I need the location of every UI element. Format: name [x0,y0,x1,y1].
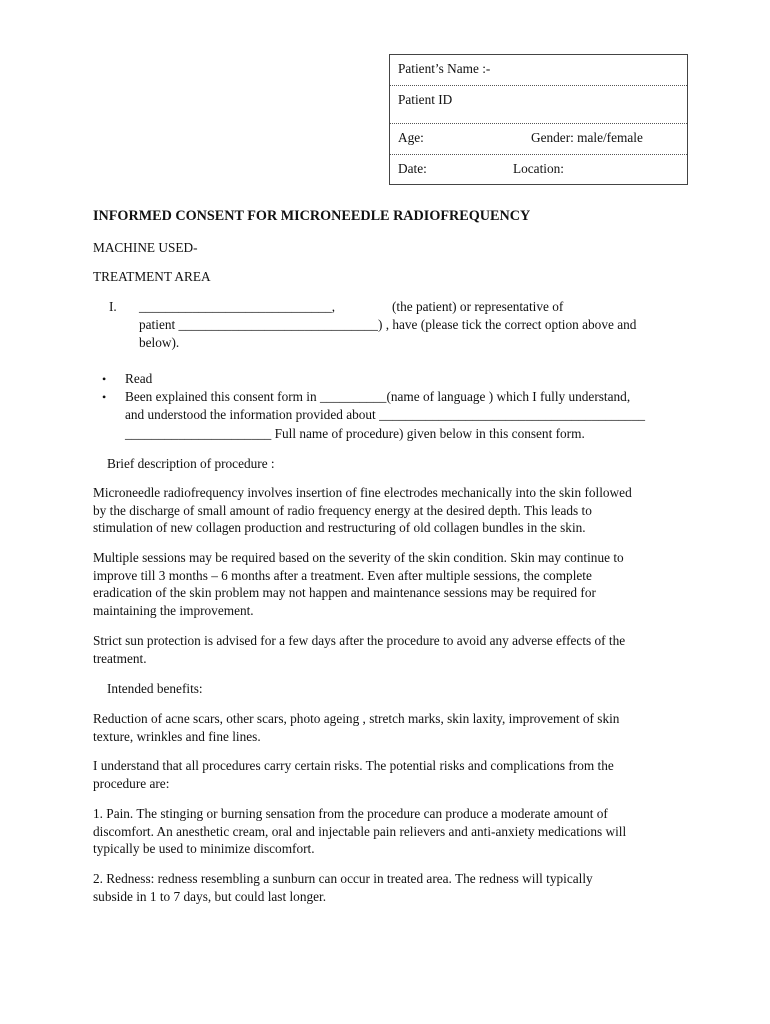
patient-info-box [389,54,688,185]
paragraph-line: improve till 3 months – 6 months after a treatment. Even after multiple sessions, the complete [93,567,592,583]
paragraph-line: subside in 1 to 7 days, but could last longer. [93,888,327,904]
patient-name-row [390,55,687,86]
patient-id-row [390,86,687,124]
paragraph-line: by the discharge of small amount of radio frequency energy at the desired depth. This leads to [93,502,592,518]
bullet-continuation: ______________________ Full name of procedure) given below in this consent form. [125,426,585,441]
declaration-numeral: I. [109,299,117,314]
document-title: INFORMED CONSENT FOR MICRONEEDLE RADIOFREQUENCY [93,208,531,224]
pain-risk-paragraph [93,805,683,858]
paragraph-line: Multiple sessions may be required based on the severity of the skin condition. Skin may continue to [93,550,624,565]
paragraph-line: stimulation of new collagen production and restructuring of old collagen bundles in the skin. [93,520,586,535]
brief-description-heading: Brief description of procedure : [107,456,275,471]
declaration-line2: patient ______________________________) , have (please tick the correct option above and [139,317,637,332]
bullet-continuation: and understood the information provided about ________________________________________ [125,407,646,422]
patient-name-blank: _____________________________, [139,299,336,314]
paragraph-line: Strict sun protection is advised for a few days after the procedure to avoid any adverse effects of the [93,633,626,648]
paragraph-line: typically be used to minimize discomfort. [93,841,315,856]
paragraph-line: Reduction of acne scars, other scars, photo ageing , stretch marks, skin laxity, improvement of skin [93,711,620,726]
bullet-icon: • [102,390,107,404]
paragraph-line: I understand that all procedures carry certain risks. The potential risks and complications from the [93,758,614,773]
age-gender-row [390,124,687,155]
gender-label: Gender: male/female [531,130,643,145]
risks-intro-paragraph [93,757,683,792]
treatment-area-label: TREATMENT AREA [93,269,211,284]
declaration-line3: below). [139,335,180,350]
paragraph-line: maintaining the improvement. [93,602,254,618]
paragraph-line: 1. Pain. The stinging or burning sensation from the procedure can produce a moderate amount of [93,806,608,821]
bullet-read: Read [125,371,153,386]
procedure-description-paragraph [93,484,683,537]
sun-protection-paragraph [93,632,683,667]
machine-used-label: MACHINE USED- [93,240,198,255]
bullet-icon: • [102,372,107,386]
age-label: Age: [398,130,424,145]
redness-risk-paragraph [93,870,683,905]
location-label: Location: [513,161,564,176]
patient-id-label: Patient ID [398,92,453,107]
intended-benefits-heading: Intended benefits: [107,681,203,696]
patient-name-label: Patient’s Name :- [398,61,491,76]
paragraph-line: treatment. [93,650,147,666]
paragraph-line: texture, wrinkles and fine lines. [93,728,261,744]
sessions-paragraph [93,549,683,619]
benefits-paragraph [93,710,683,745]
date-label: Date: [398,161,427,176]
declaration-line1: (the patient) or representative of [392,299,564,314]
paragraph-line: Microneedle radiofrequency involves insertion of fine electrodes mechanically into the skin followed [93,485,632,500]
bullet-explained: Been explained this consent form in __________(name of language ) which I fully understand, [125,389,631,404]
paragraph-line: 2. Redness: redness resembling a sunburn can occur in treated area. The redness will typically [93,871,593,886]
paragraph-line: discomfort. An anesthetic cream, oral and injectable pain relievers and anti-anxiety medications will [93,823,627,839]
paragraph-line: procedure are: [93,775,170,791]
paragraph-line: eradication of the skin problem may not happen and maintenance sessions may be required for [93,585,596,600]
date-location-row [390,155,687,184]
